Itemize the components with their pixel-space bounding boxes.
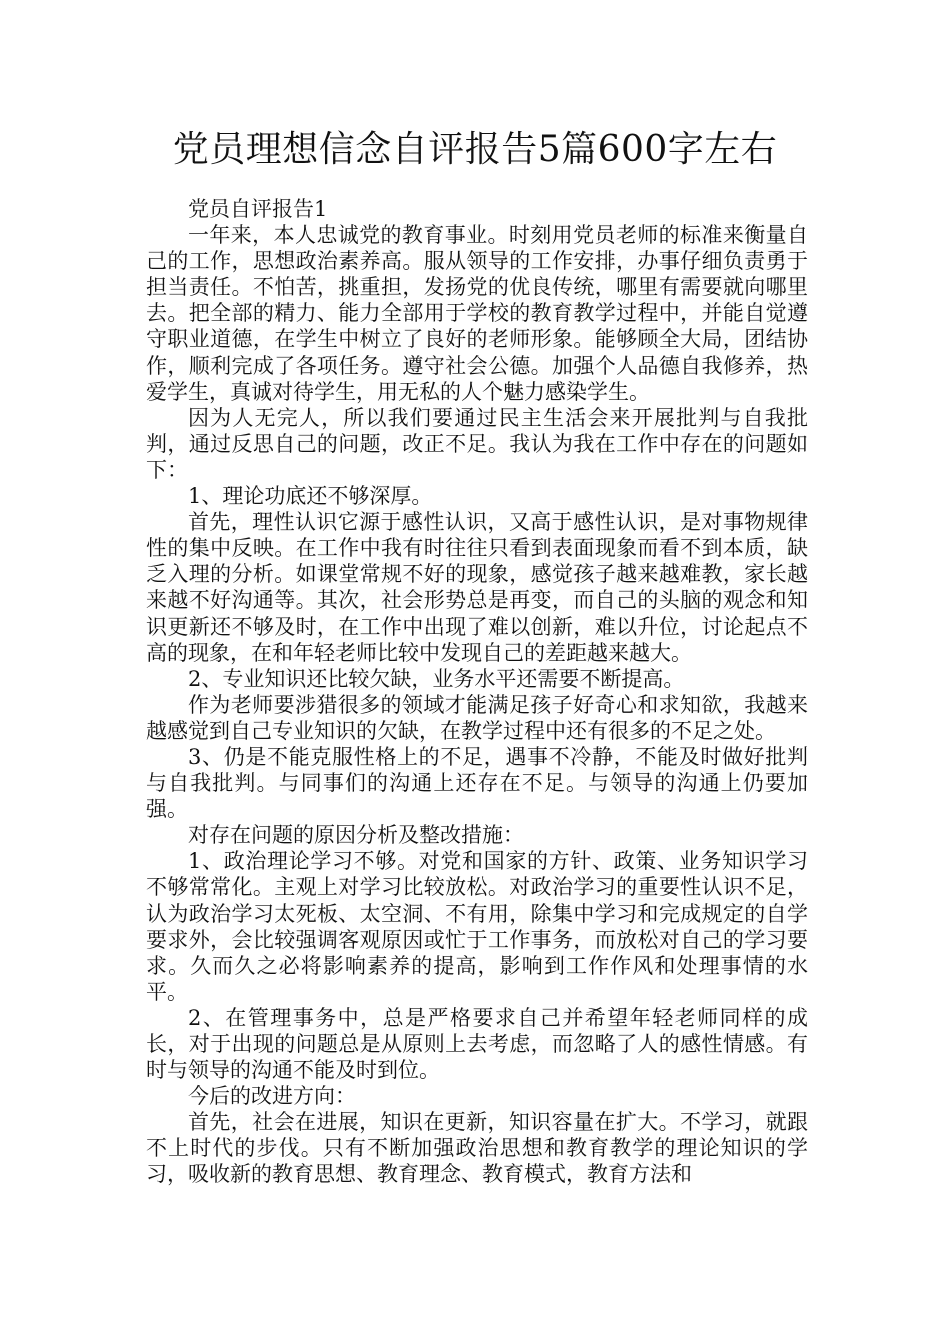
section-heading: 党员自评报告1	[188, 197, 328, 221]
list-item-paragraph: 3、仍是不能克服性格上的不足，遇事不冷静，不能及时做好批判与自我批判。与同事们的沟通上还存在不足。与领导的沟通上仍要加强。	[146, 744, 808, 822]
section-heading: 对存在问题的原因分析及整改措施：	[188, 823, 524, 848]
body-paragraph: 作为老师要涉猎很多的领域才能满足孩子好奇心和求知欲，我越来越感觉到自己专业知识的欠缺，在教学过程中还有很多的不足之处。	[146, 692, 808, 743]
body-paragraph: 首先，理性认识它源于感性认识，又高于感性认识，是对事物规律性的集中反映。在工作中我有时往往只看到表面现象而看不到本质，缺乏入理的分析。如课堂常规不好的现象，感觉孩子越来越难教，家长越来越不好沟通等。其次，社会形势总是再变，而自己的头脑的观念和知识更新还不够及时，在工作中出现了难以创新，难以升位，讨论起点不高的现象，在和年轻老师比较中发现自己的差距越来越大。	[146, 510, 808, 665]
section-heading: 今后的改进方向：	[188, 1084, 356, 1109]
document-title: 党员理想信念自评报告5篇600字左右	[172, 129, 778, 170]
list-item-paragraph: 1、政治理论学习不够。对党和国家的方针、政策、业务知识学习不够常常化。主观上对学习比较放松。对政治学习的重要性认识不足，认为政治学习太死板、太空洞、不有用，除集中学习和完成规定的自学要求外，会比较强调客观原因或忙于工作事务，而放松对自己的学习要求。久而久之必将影响素养的提高，影响到工作作风和处理事情的水平。	[146, 849, 808, 1004]
document-body	[146, 196, 808, 1188]
body-paragraph: 一年来，本人忠诚党的教育事业。时刻用党员老师的标准来衡量自己的工作，思想政治素养高。服从领导的工作安排，办事仔细负责勇于担当责任。不怕苦，挑重担，发扬党的优良传统，哪里有需要就向哪里去。把全部的精力、能力全部用于学校的教育教学过程中，并能自觉遵守职业道德，在学生中树立了良好的老师形象。能够顾全大局，团结协作，顺利完成了各项任务。遵守社会公德。加强个人品德自我修养，热爱学生，真诚对待学生，用无私的人个魅力感染学生。	[146, 223, 808, 404]
body-paragraph: 首先，社会在进展，知识在更新，知识容量在扩大。不学习，就跟不上时代的步伐。只有不断加强政治思想和教育教学的理论知识的学习，吸收新的教育思想、教育理念、教育模式，教育方法和	[146, 1110, 808, 1187]
list-item-heading: 2、专业知识还比较欠缺，业务水平还需要不断提高。	[188, 666, 685, 691]
list-item-heading: 1、理论功底还不够深厚。	[188, 484, 433, 509]
list-item-paragraph: 2、在管理事务中，总是严格要求自己并希望年轻老师同样的成长，对于出现的问题总是从原则上去考虑，而忽略了人的感性情感。有时与领导的沟通不能及时到位。	[146, 1005, 808, 1083]
body-paragraph: 因为人无完人，所以我们要通过民主生活会来开展批判与自我批判，通过反思自己的问题，改正不足。我认为我在工作中存在的问题如下：	[146, 405, 808, 482]
